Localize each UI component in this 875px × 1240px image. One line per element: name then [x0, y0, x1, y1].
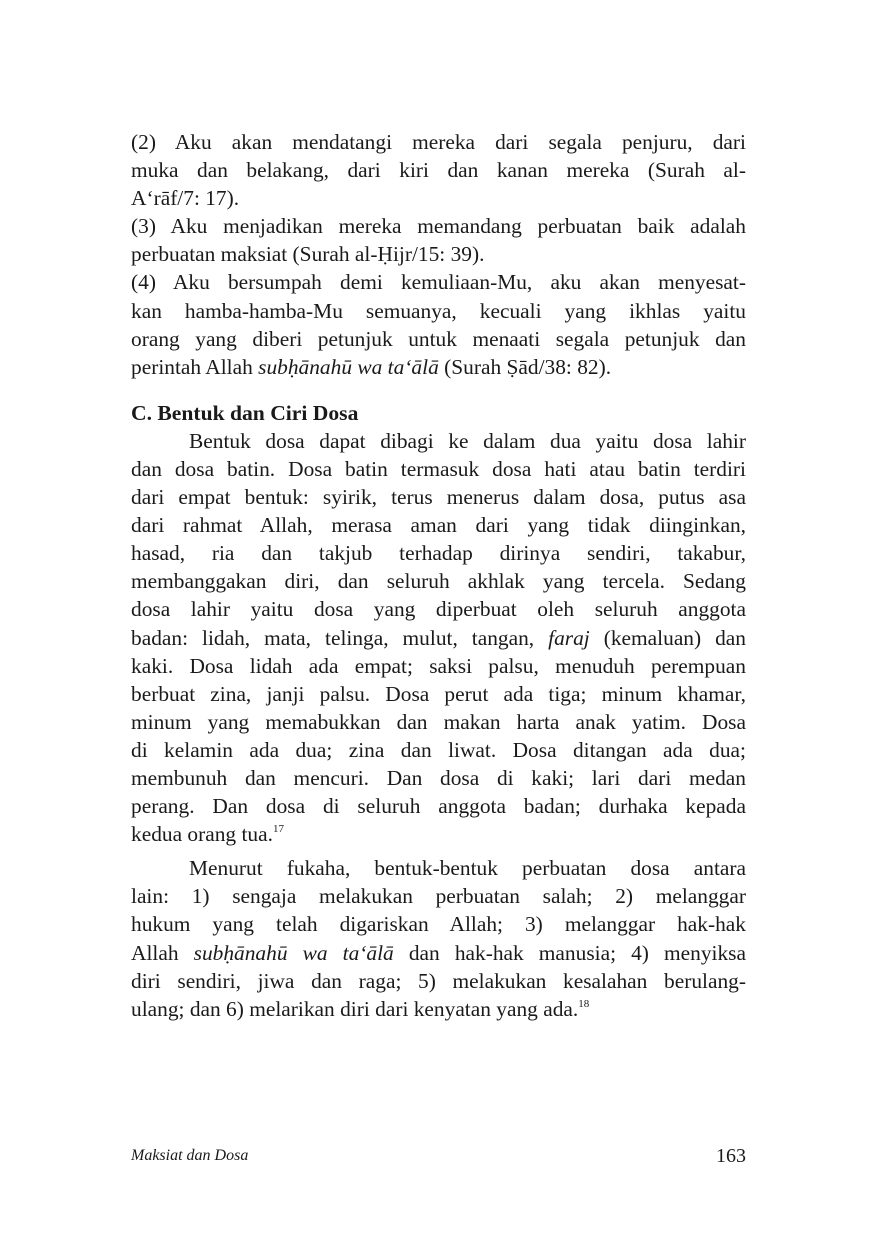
text-line: (4) Aku bersumpah demi kemuliaan-Mu, aku akan menyesat- — [131, 270, 746, 295]
text-line: (3) Aku menjadikan mereka memandang perbuatan baik adalah — [131, 214, 746, 239]
section-heading: C. Bentuk dan Ciri Dosa — [131, 400, 359, 425]
footnote-ref[interactable]: 17 — [272, 823, 284, 836]
italic-term: subḥānahū wa ta‘ālā — [193, 940, 394, 965]
text-line: muka dan belakang, dari kiri dan kanan mereka (Surah al- — [131, 158, 746, 183]
paragraph — [131, 854, 746, 1023]
text-line: diri sendiri, jiwa dan raga; 5) melakukan kesalahan berulang- — [131, 968, 746, 993]
text-run: perintah Allah — [131, 354, 259, 379]
text-line — [131, 820, 746, 848]
text-line: orang yang diberi petunjuk untuk menaati segala petunjuk dan — [131, 326, 746, 351]
text-run: Allah — [131, 940, 194, 965]
text-line: kaki. Dosa lidah ada empat; saksi palsu, menuduh perempuan — [131, 653, 746, 678]
text-line: (2) Aku akan mendatangi mereka dari segala penjuru, dari — [131, 130, 746, 154]
text-run: (kemaluan) dan — [589, 625, 746, 650]
text-line — [131, 624, 746, 652]
list-item — [131, 268, 746, 380]
text-line: dari empat bentuk: syirik, terus menerus dalam dosa, putus asa — [131, 485, 746, 510]
text-line: hukum yang telah digariskan Allah; 3) melanggar hak-hak — [131, 912, 746, 937]
text-line: minum yang memabukkan dan makan harta anak yatim. Dosa — [131, 709, 746, 734]
text-line: kan hamba-hamba-Mu semuanya, kecuali yang ikhlas yaitu — [131, 298, 746, 323]
text-line: perbuatan maksiat (Surah al-Ḥijr/15: 39). — [131, 242, 485, 267]
page-number: 163 — [716, 1145, 746, 1167]
text-line: hasad, ria dan takjub terhadap dirinya sendiri, takabur, — [131, 541, 746, 566]
text-line: dari rahmat Allah, merasa aman dari yang tidak diinginkan, — [131, 513, 746, 538]
text-line: membunuh dan mencuri. Dan dosa di kaki; lari dari medan — [131, 765, 746, 790]
text-line — [131, 939, 746, 967]
text-line: A‘rāf/7: 17). — [131, 186, 240, 211]
text-run: ulang; dan 6) melarikan diri dari kenyatan yang ada. — [131, 996, 579, 1021]
text-line: Bentuk dosa dapat dibagi ke dalam dua yaitu dosa lahir — [189, 428, 746, 453]
text-line: berbuat zina, janji palsu. Dosa perut ada tiga; minum khamar, — [131, 681, 746, 706]
text-run: badan: lidah, mata, telinga, mulut, tangan, — [131, 625, 549, 650]
text-line: perang. Dan dosa di seluruh anggota badan; durhaka kepada — [131, 794, 746, 819]
text-run: dan hak-hak manusia; 4) menyiksa — [393, 940, 747, 965]
italic-term: faraj — [548, 625, 590, 650]
list-item — [131, 128, 746, 212]
text-line: Menurut fukaha, bentuk-bentuk perbuatan dosa antara — [189, 856, 746, 881]
text-line: lain: 1) sengaja melakukan perbuatan salah; 2) melanggar — [131, 884, 746, 909]
paragraph — [131, 427, 746, 848]
text-line: dan dosa batin. Dosa batin termasuk dosa hati atau batin terdiri — [131, 456, 746, 481]
text-run: kedua orang tua. — [131, 822, 273, 847]
page-body — [131, 128, 746, 1023]
text-line: di kelamin ada dua; zina dan liwat. Dosa ditangan ada dua; — [131, 737, 746, 762]
italic-term: subḥānahū wa ta‘ālā — [258, 354, 439, 379]
text-run: (Surah Ṣād/38: 82). — [438, 354, 612, 379]
text-line — [131, 995, 746, 1023]
text-line: dosa lahir yaitu dosa yang diperbuat oleh seluruh anggota — [131, 597, 746, 622]
footnote-ref[interactable]: 18 — [578, 997, 590, 1010]
list-item — [131, 212, 746, 268]
numbered-list — [131, 128, 746, 381]
text-line: membanggakan diri, dan seluruh akhlak yang tercela. Sedang — [131, 569, 746, 594]
text-line — [131, 353, 746, 381]
running-title: Maksiat dan Dosa — [131, 1147, 249, 1164]
